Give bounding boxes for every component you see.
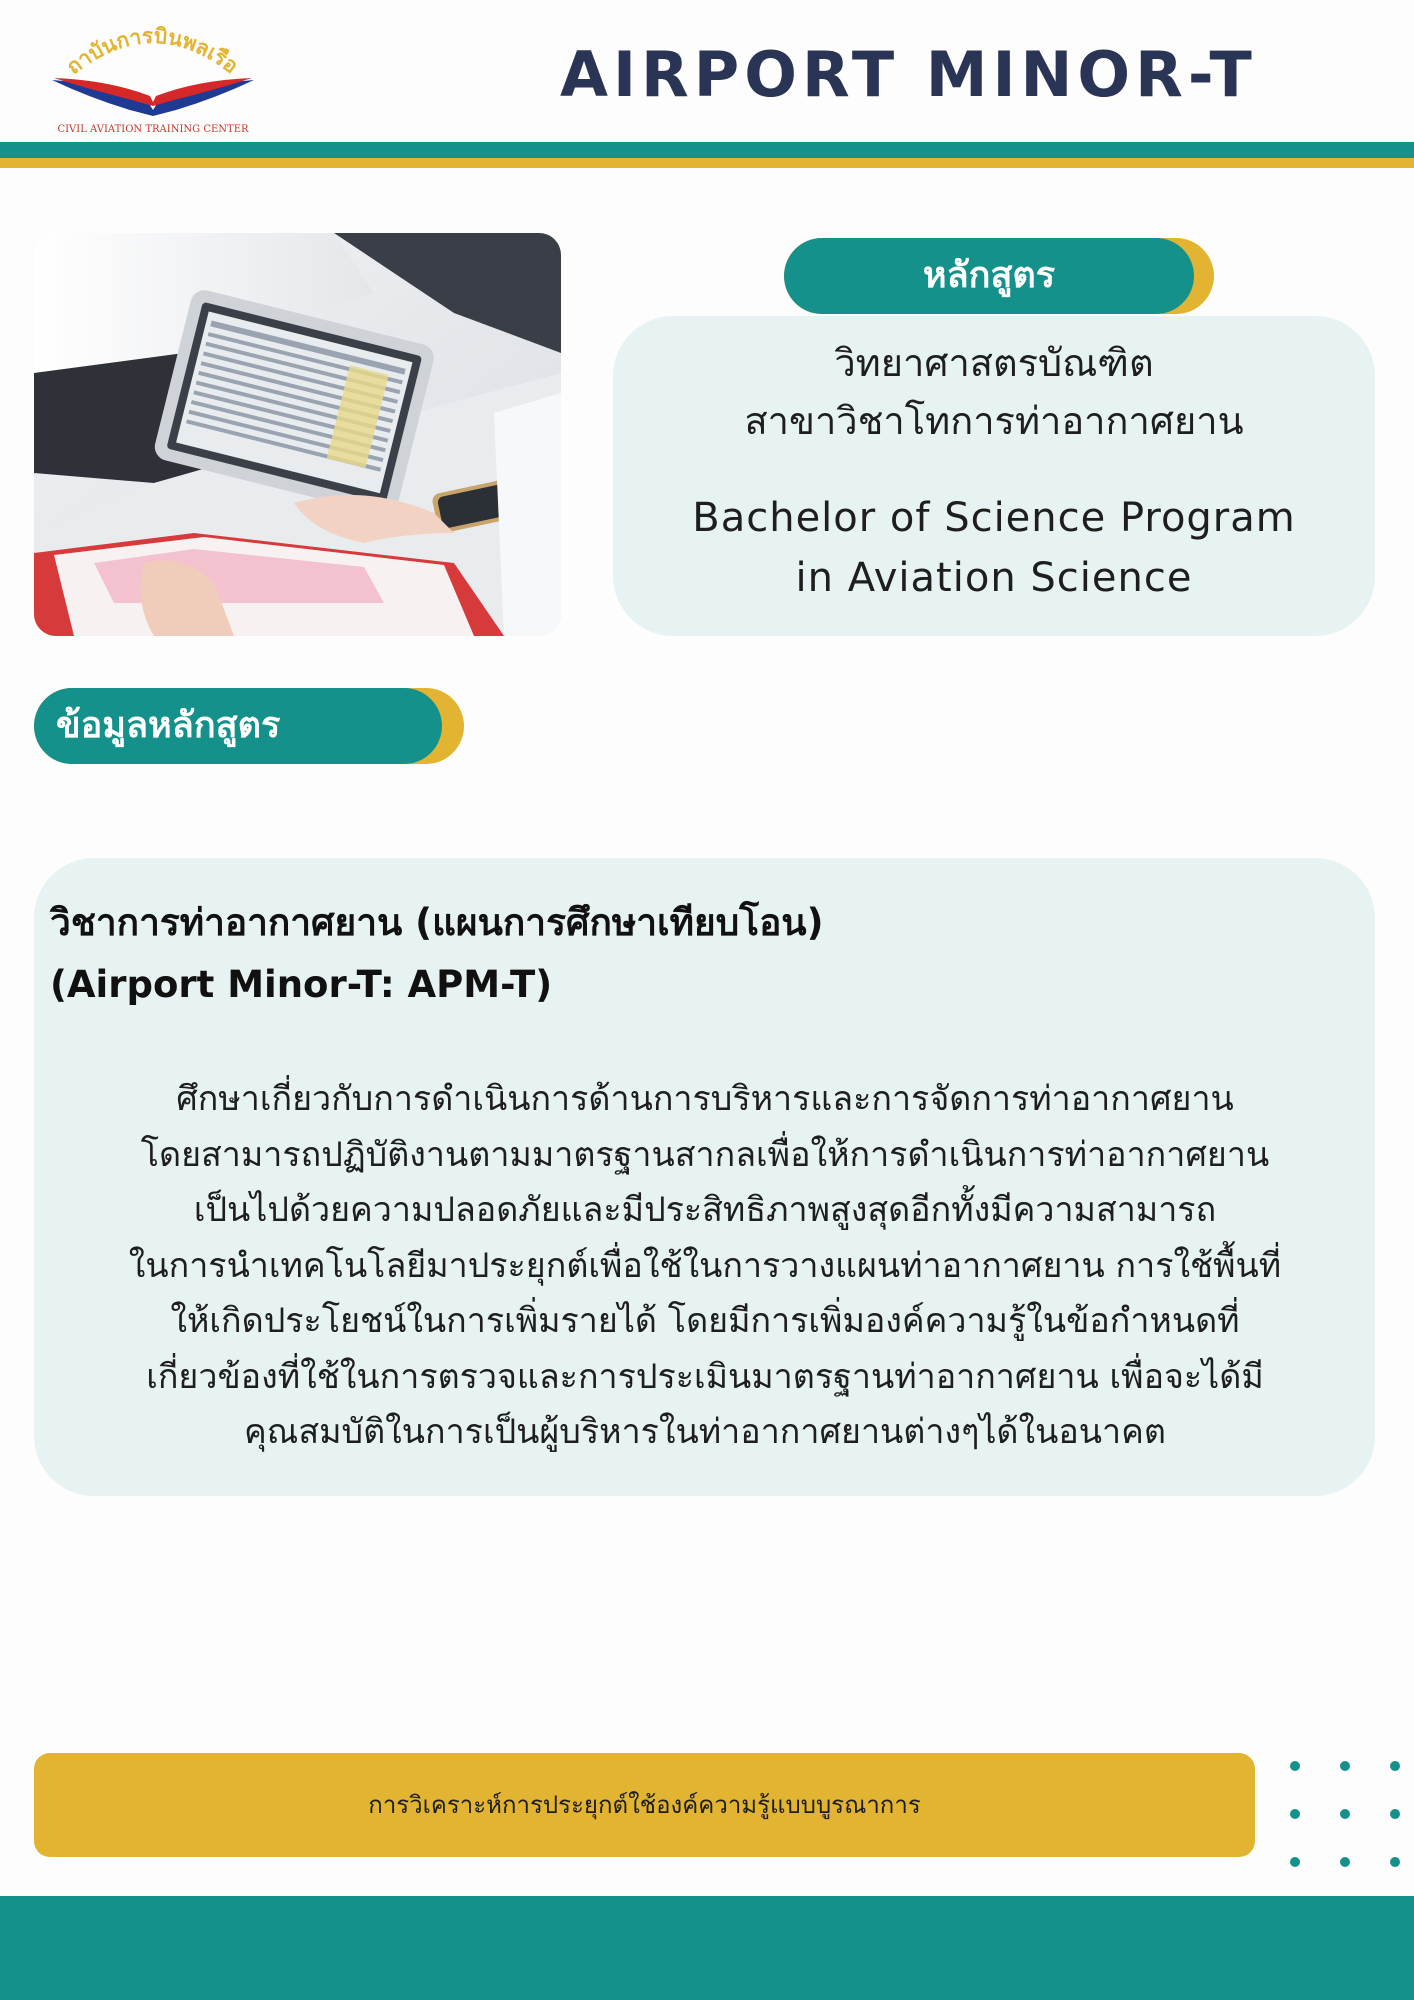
- description-line: ให้เกิดประโยชน์ในการเพิ่มรายได้ โดยมีการเพิ่มองค์ความรู้ในข้อกำหนดที่: [170, 1301, 1240, 1341]
- page-title: AIRPORT MINOR-T: [560, 38, 1257, 111]
- dot: [1340, 1809, 1350, 1819]
- program-thai-name: [613, 316, 1375, 450]
- description-line: โดยสามารถปฏิบัติงานตามมาตรฐานสากลเพื่อให้การดำเนินการท่าอากาศยาน: [140, 1134, 1270, 1175]
- program-eng-line1: Bachelor of Science Program: [692, 495, 1296, 541]
- program-english-name: [613, 488, 1375, 608]
- course-heading-line2: (Airport Minor-T: APM-T): [50, 963, 553, 1006]
- description-line: เกี่ยวข้องที่ใช้ในการตรวจและการประเมินมาตรฐานท่าอากาศยาน เพื่อจะได้มี: [146, 1356, 1264, 1397]
- program-label-pill: [784, 238, 1214, 314]
- course-info-label: ข้อมูลหลักสูตร: [34, 688, 442, 764]
- course-heading: [50, 892, 1350, 1016]
- program-label: หลักสูตร: [784, 238, 1194, 314]
- dot: [1290, 1857, 1300, 1867]
- course-description-box: [34, 858, 1375, 1496]
- footer-gold-bar: การวิเคราะห์การประยุกต์ใช้องค์ความรู้แบบบูรณาการ: [34, 1753, 1255, 1857]
- description-line: เป็นไปด้วยความปลอดภัยและมีประสิทธิภาพสูงสุดอีกทั้งมีความสามารถ: [193, 1190, 1217, 1230]
- footer-teal-band: [0, 1896, 1414, 2000]
- course-info-label-pill: [34, 688, 464, 764]
- civil-aviation-logo: [48, 18, 258, 138]
- decorative-dot-grid: [1290, 1761, 1414, 1871]
- dot: [1390, 1857, 1400, 1867]
- course-description: [64, 1072, 1346, 1461]
- header-band-teal: [0, 142, 1414, 158]
- dot: [1290, 1761, 1300, 1771]
- program-thai-line2: สาขาวิชาโทการท่าอากาศยาน: [744, 399, 1244, 443]
- program-thai-line1: วิทยาศาสตรบัณฑิต: [834, 341, 1154, 385]
- description-line: คุณสมบัติในการเป็นผู้บริหารในท่าอากาศยานต่างๆได้ในอนาคต: [244, 1412, 1166, 1452]
- dot: [1290, 1809, 1300, 1819]
- header-band-gold: [0, 158, 1414, 168]
- program-name-box: [613, 316, 1375, 636]
- svg-text:สถาบันการบินพลเรือน: ถาบันการบินพลเรือ: [61, 22, 244, 80]
- dot: [1340, 1857, 1350, 1867]
- description-line: ในการนำเทคโนโลยีมาประยุกต์เพื่อใช้ในการวางแผนท่าอากาศยาน การใช้พื้นที่: [128, 1245, 1282, 1286]
- course-heading-line1: วิชาการท่าอากาศยาน (แผนการศึกษาเทียบโอน): [50, 901, 824, 944]
- dot: [1340, 1761, 1350, 1771]
- dot: [1390, 1809, 1400, 1819]
- dot: [1390, 1761, 1400, 1771]
- program-eng-line2: in Aviation Science: [795, 555, 1193, 601]
- student-tablet-photo: [34, 233, 561, 636]
- svg-text:CIVIL AVIATION TRAINING CENTER: CIVIL AVIATION TRAINING CENTER: [57, 124, 249, 135]
- description-line: ศึกษาเกี่ยวกับการดำเนินการด้านการบริหารและการจัดการท่าอากาศยาน: [176, 1079, 1234, 1119]
